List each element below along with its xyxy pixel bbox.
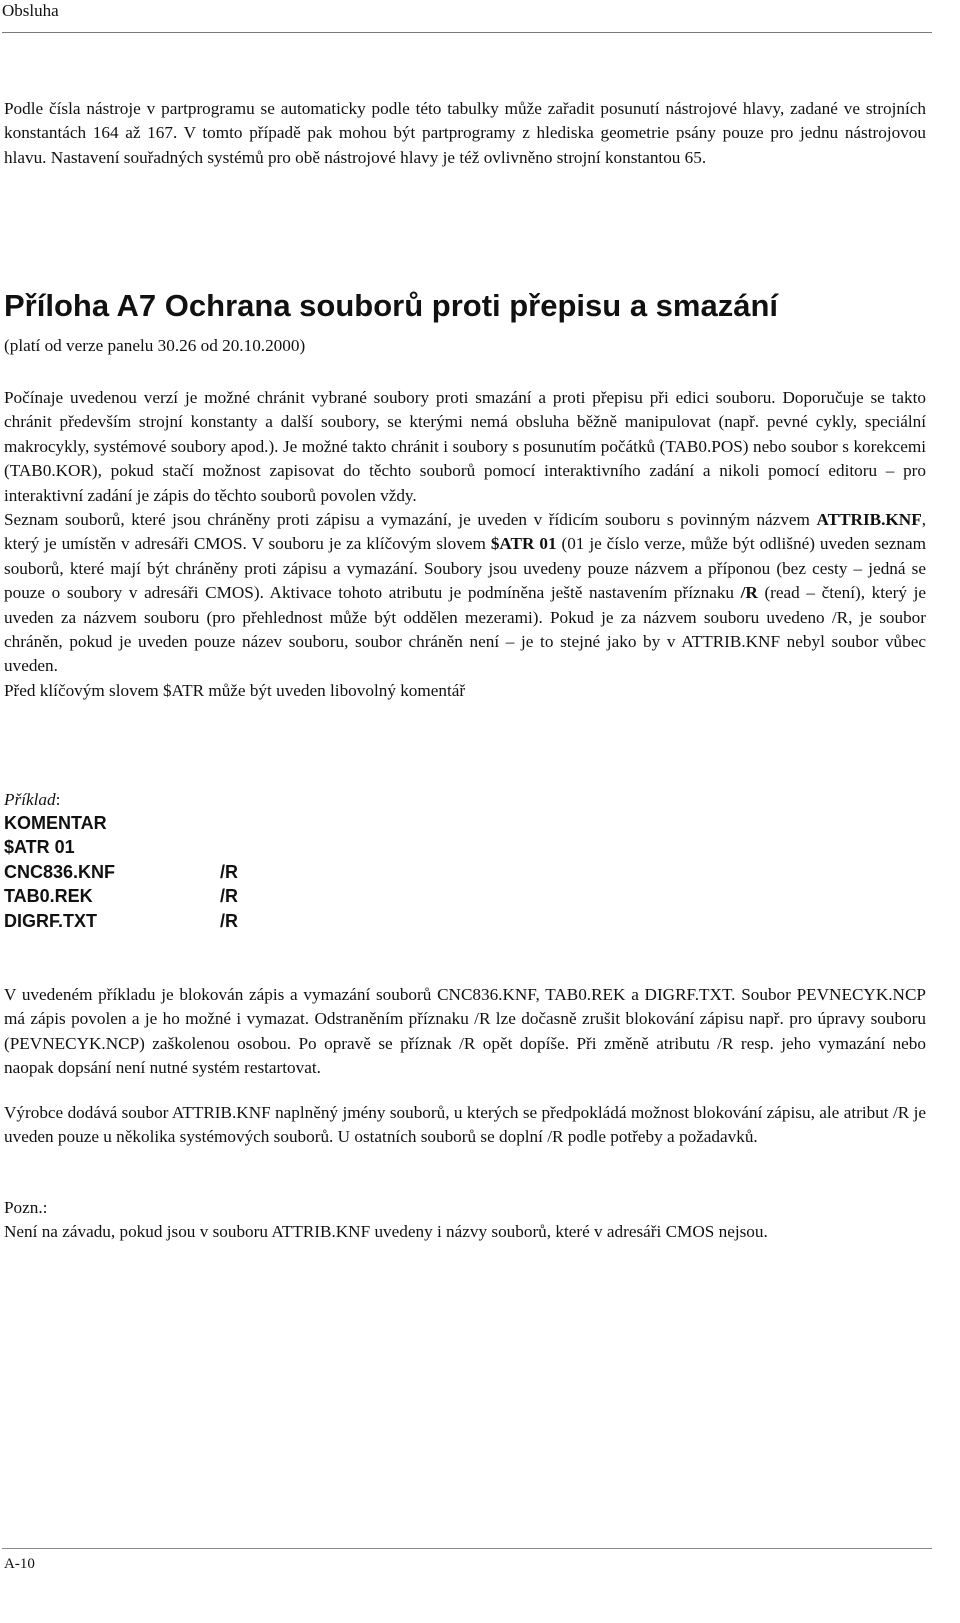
- example-heading: [4, 789, 60, 811]
- note-label: Pozn.:: [4, 1198, 48, 1217]
- code-flag: /R: [220, 886, 238, 907]
- main-paragraph-part2d: (read – čtení), který je uveden za názvem souboru (pro přehlednost může být oddělen mezerami). Pokud je za názvem souboru uvedeno /R, je soubor chráněn, pokud je uveden pouze název souboru, soubor chráněn není – je to stejné jako by v ATTRIB.KNF nebyl soubor vůbec uveden.: [4, 583, 926, 676]
- main-paragraph-part2b: , který je umístěn v adresáři CMOS. V souboru je za klíčovým slovem: [4, 510, 926, 554]
- read-flag: /R: [740, 583, 758, 603]
- example-colon: :: [55, 790, 61, 809]
- main-paragraph-part2c: (01 je číslo verze, může být odlišné) uveden seznam souborů, které mají být chráněny proti zápisu a vymazání. Soubory jsou uvedeny pouze názvem a příponou (bez cesty – jedná se pouze o soubory v adresáři CMOS). Aktivace tohoto atributu je podmíněna ještě nastavením příznaku: [4, 534, 926, 603]
- code-file-name: DIGRF.TXT: [4, 910, 97, 931]
- example-label: Příklad: [4, 790, 56, 809]
- note-text: Není na závadu, pokud jsou v souboru ATTRIB.KNF uvedeny i názvy souborů, které v adresáři CMOS nejsou.: [4, 1222, 768, 1241]
- code-file-name: TAB0.REK: [4, 886, 93, 907]
- intro-paragraph: Podle čísla nástroje v partprogramu se automaticky podle této tabulky může zařadit posunutí nástrojové hlavy, zadané ve strojních konstantách 164 až 167. V tomto případě pak mohou být partprogramy z hlediska geometrie psány pouze pro jednu nástrojovou hlavu. Nastavení souřadných systémů pro obě nástrojové hlavy je též ovlivněno strojní konstantou 65.: [4, 99, 926, 167]
- code-line: [4, 835, 115, 859]
- code-line: [4, 909, 238, 933]
- code-file-name: $ATR 01: [4, 837, 75, 858]
- example-explanation-paragraph: V uvedeném příkladu je blokován zápis a vymazání souborů CNC836.KNF, TAB0.REK a DIGRF.TXT. Soubor PEVNECYK.NCP má zápis povolen a je ho možné i vymazat. Odstraněním příznaku /R lze dočasně zrušit blokování zápisu např. pro úpravy souboru (PEVNECYK.NCP) zaškolenou osobou. Po opravě se příznak /R opět dopíše. Při změně atributu /R resp. jeho vymazání nebo naopak dopsání není nutné systém restartovat.: [4, 985, 926, 1078]
- code-line: [4, 811, 115, 835]
- code-line: [4, 860, 238, 884]
- page-number: A-10: [4, 1556, 35, 1572]
- page-header: [2, 0, 932, 33]
- code-file-name: KOMENTAR: [4, 813, 107, 833]
- code-line: [4, 884, 238, 908]
- section-subtitle: (platí od verze panelu 30.26 od 20.10.2000): [4, 336, 306, 355]
- page-footer: [2, 1548, 932, 1572]
- example-code-block: [4, 811, 238, 933]
- main-paragraph-part2a: Seznam souborů, které jsou chráněny proti zápisu a vymazání, je uveden v řídicím souboru s povinným názvem: [4, 510, 817, 530]
- section-title: Příloha A7 Ochrana souborů proti přepisu a smazání: [4, 288, 779, 323]
- header-title: Obsluha: [2, 1, 59, 20]
- vendor-paragraph: Výrobce dodává soubor ATTRIB.KNF naplněný jmény souborů, u kterých se předpokládá možnost blokování zápisu, ale atribut /R je uveden pouze u několika systémových souborů. U ostatních souborů se doplní /R podle potřeby a požadavků.: [4, 1103, 926, 1147]
- main-paragraph-part1: Počínaje uvedenou verzí je možné chránit vybrané soubory proti smazání a proti přepisu při edici souboru. Doporučuje se takto chránit především strojní konstanty a další soubory, se kterými nemá obsluha běžně manipulovat (např. pevné cykly, speciální makrocykly, systémové soubory apod.). Je možné takto chránit i soubory s posunutím počátků (TAB0.POS) nebo soubor s korekcemi (TAB0.KOR), pokud stačí možnost zapisovat do těchto souborů pomocí interaktivního zadání a nikoli pomocí editoru – pro interaktivní zadání je zápis do těchto souborů povolen vždy.: [4, 388, 926, 505]
- code-file-name: CNC836.KNF: [4, 861, 116, 882]
- attrib-file-name: ATTRIB.KNF: [816, 510, 922, 530]
- main-paragraph-part3: Před klíčovým slovem $ATR může být uveden libovolný komentář: [4, 680, 466, 700]
- main-paragraph: [4, 386, 926, 703]
- code-flag: /R: [220, 861, 238, 882]
- code-flag: /R: [220, 910, 238, 931]
- atr-keyword: $ATR 01: [490, 534, 557, 554]
